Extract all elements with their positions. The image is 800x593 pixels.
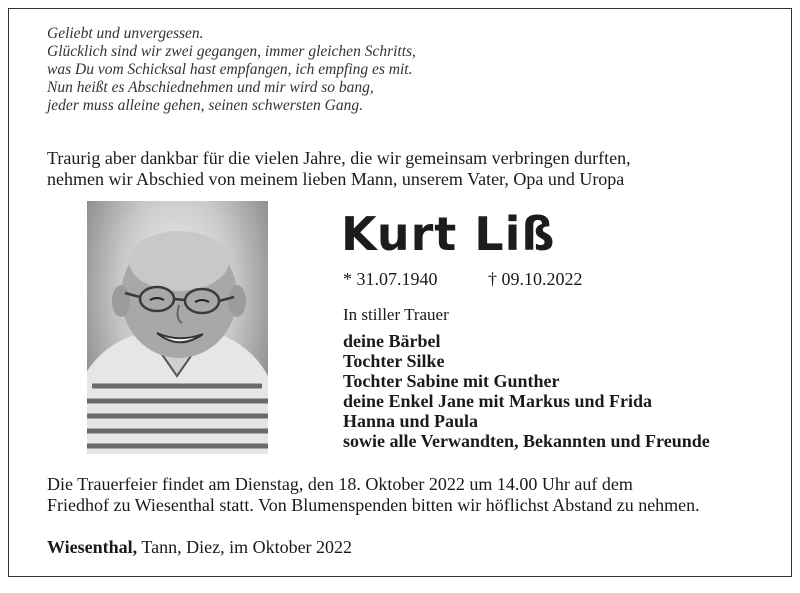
poem [47,25,747,115]
intro-line: nehmen wir Abschied von meinem lieben Mann, unserem Vater, Opa und Uropa [47,169,625,189]
funeral-line: Friedhof zu Wiesenthal statt. Von Blumenspenden bitten wir höflichst Abstand zu nehmen. [47,495,700,515]
mourner: Tochter Silke [343,351,445,371]
funeral-line: Die Trauerfeier findet am Dienstag, den 18. Oktober 2022 um 14.00 Uhr auf dem [47,474,633,494]
poem-line: jeder muss alleine gehen, seinen schwersten Gang. [47,97,363,114]
deceased-name: Kurt Liß [341,207,556,261]
mourner: Tochter Sabine mit Gunther [343,371,560,391]
poem-line: Geliebt und unvergessen. [47,25,204,42]
poem-line: was Du vom Schicksal hast empfangen, ich empfing es mit. [47,61,413,78]
footer-rest: Tann, Diez, im Oktober 2022 [137,537,353,557]
mourner: Hanna und Paula [343,411,479,431]
mourning-heading: In stiller Trauer [343,305,449,324]
intro-line: Traurig aber dankbar für die vielen Jahre, die wir gemeinsam verbringen durften, [47,148,631,168]
funeral-info [47,474,777,516]
footer-place: Wiesenthal, [47,537,138,557]
poem-line: Glücklich sind wir zwei gegangen, immer gleichen Schritts, [47,43,416,60]
footer-signature [47,537,352,558]
poem-line: Nun heißt es Abschiednehmen und mir wird so bang, [47,79,374,96]
death-date: † 09.10.2022 [488,269,583,289]
obituary-notice [8,8,792,577]
mourner: deine Enkel Jane mit Markus und Frida [343,391,653,411]
intro-text [47,148,767,190]
mourners-list [343,331,710,451]
portrait-photo [87,201,268,454]
mourner: sowie alle Verwandten, Bekannten und Freunde [343,431,710,451]
birth-date: * 31.07.1940 [343,269,438,289]
mourner: deine Bärbel [343,331,441,351]
